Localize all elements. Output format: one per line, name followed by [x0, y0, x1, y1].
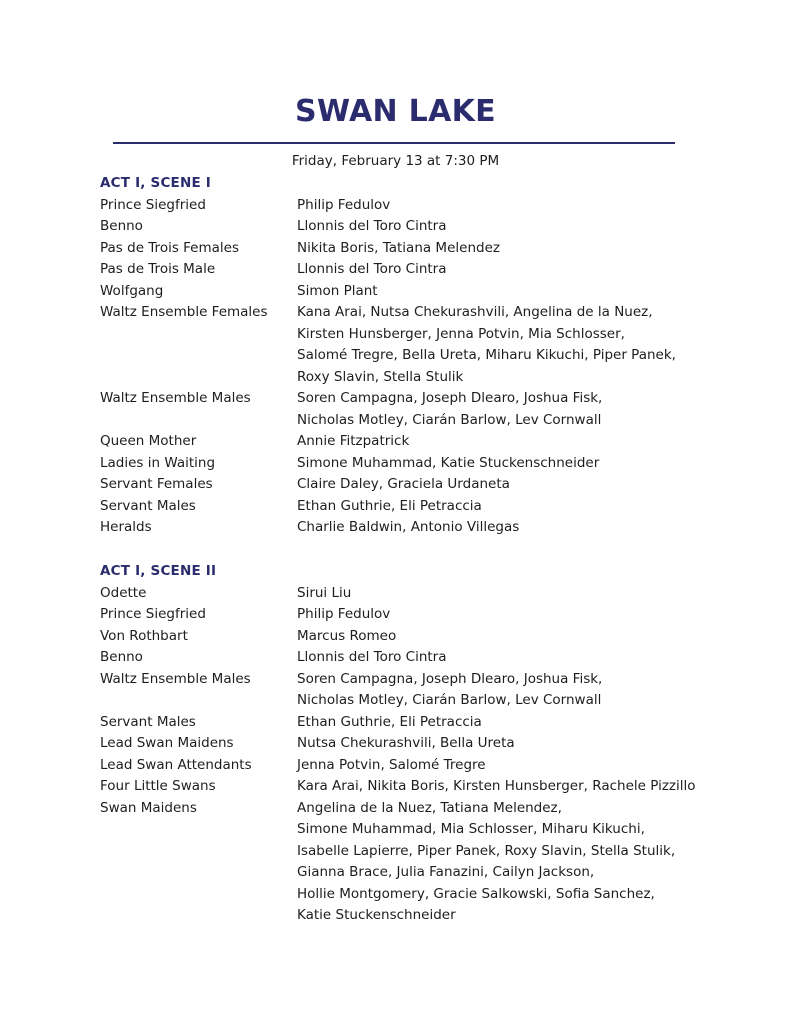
cast-line: Simone Muhammad, Mia Schlosser, Miharu Kikuchi, — [297, 821, 645, 837]
cast-names — [297, 647, 720, 669]
cast-line: Hollie Montgomery, Gracie Salkowski, Sofia Sanchez, — [297, 885, 655, 902]
cast-line: Llonnis del Toro Cintra — [297, 218, 447, 234]
cast-line: Simone Muhammad, Katie Stuckenschneider — [297, 454, 600, 471]
role-name: Odette — [100, 584, 147, 601]
role-name: Servant Males — [100, 497, 196, 514]
cast-line: Philip Fedulov — [297, 196, 391, 213]
cast-names — [297, 302, 720, 388]
act-heading: ACT I, SCENE II — [100, 563, 217, 579]
cast-line: Nutsa Chekurashvili, Bella Ureta — [297, 735, 515, 751]
cast-names — [297, 776, 720, 798]
cast-line: Annie Fitzpatrick — [297, 433, 410, 449]
role-name: Prince Siegfried — [100, 606, 206, 622]
cast-row — [100, 733, 720, 755]
cast-line: Kirsten Hunsberger, Jenna Potvin, Mia Schlosser, — [297, 325, 625, 342]
cast-line: Kana Arai, Nutsa Chekurashvili, Angelina de la Nuez, — [297, 304, 653, 320]
cast-line: Sirui Liu — [297, 584, 352, 601]
act-section-scene-2 — [100, 561, 720, 927]
cast-line: Llonnis del Toro Cintra — [297, 261, 447, 277]
cast-names — [297, 281, 720, 303]
role-name: Queen Mother — [100, 433, 197, 449]
cast-names — [297, 517, 720, 539]
cast-line: Gianna Brace, Julia Fanazini, Cailyn Jackson, — [297, 864, 595, 880]
role-name: Swan Maidens — [100, 799, 197, 816]
cast-row — [100, 776, 720, 798]
cast-row — [100, 647, 720, 669]
role-name: Pas de Trois Male — [100, 261, 216, 277]
act-heading: ACT I, SCENE I — [100, 175, 212, 191]
role-name: Servant Females — [100, 476, 213, 492]
cast-names — [297, 604, 720, 626]
cast-names — [297, 626, 720, 648]
cast-line: Nicholas Motley, Ciarán Barlow, Lev Cornwall — [297, 411, 602, 428]
cast-line: Claire Daley, Graciela Urdaneta — [297, 476, 510, 492]
role-name: Benno — [100, 218, 143, 234]
cast-row — [100, 216, 720, 238]
cast-list — [100, 195, 720, 539]
cast-line: Ethan Guthrie, Eli Petraccia — [297, 497, 482, 514]
cast-row — [100, 712, 720, 734]
cast-row — [100, 388, 720, 431]
cast-line: Llonnis del Toro Cintra — [297, 649, 447, 665]
role-name: Servant Males — [100, 713, 196, 730]
cast-line: Marcus Romeo — [297, 627, 397, 644]
cast-row — [100, 195, 720, 217]
cast-names — [297, 712, 720, 734]
cast-names — [297, 755, 720, 777]
cast-line: Jenna Potvin, Salomé Tregre — [297, 756, 486, 773]
role-name: Heralds — [100, 519, 152, 535]
cast-row — [100, 604, 720, 626]
cast-names — [297, 259, 720, 281]
role-name: Von Rothbart — [100, 627, 188, 644]
cast-line: Katie Stuckenschneider — [297, 907, 456, 923]
cast-line: Soren Campagna, Joseph Dlearo, Joshua Fisk, — [297, 670, 603, 687]
role-name: Ladies in Waiting — [100, 454, 216, 471]
cast-line: Simon Plant — [297, 282, 378, 299]
role-name: Wolfgang — [100, 282, 164, 299]
cast-line: Isabelle Lapierre, Piper Panek, Roxy Slavin, Stella Stulik, — [297, 842, 676, 859]
act-section-scene-1 — [100, 173, 720, 539]
cast-row — [100, 474, 720, 496]
cast-names — [297, 431, 720, 453]
cast-row — [100, 302, 720, 388]
cast-row — [100, 238, 720, 260]
cast-row — [100, 453, 720, 475]
cast-line: Kara Arai, Nikita Boris, Kirsten Hunsberger, Rachele Pizzillo — [297, 778, 696, 794]
cast-line: Soren Campagna, Joseph Dlearo, Joshua Fisk, — [297, 390, 603, 406]
cast-line: Charlie Baldwin, Antonio Villegas — [297, 519, 520, 535]
cast-line: Angelina de la Nuez, Tatiana Melendez, — [297, 799, 562, 816]
cast-row — [100, 583, 720, 605]
cast-names — [297, 238, 720, 260]
cast-names — [297, 388, 720, 431]
role-name: Lead Swan Attendants — [100, 756, 252, 773]
cast-names — [297, 474, 720, 496]
role-name: Pas de Trois Females — [100, 239, 239, 256]
page-title: SWAN LAKE — [295, 94, 496, 129]
cast-row — [100, 755, 720, 777]
cast-list — [100, 583, 720, 927]
role-name: Lead Swan Maidens — [100, 735, 234, 751]
cast-line: Roxy Slavin, Stella Stulik — [297, 368, 464, 385]
cast-names — [297, 583, 720, 605]
cast-row — [100, 431, 720, 453]
cast-row — [100, 281, 720, 303]
cast-line: Nicholas Motley, Ciarán Barlow, Lev Cornwall — [297, 692, 602, 708]
cast-names — [297, 669, 720, 712]
role-name: Four Little Swans — [100, 778, 216, 794]
role-name: Prince Siegfried — [100, 196, 206, 213]
performance-date: Friday, February 13 at 7:30 PM — [291, 153, 500, 169]
cast-row — [100, 669, 720, 712]
cast-row — [100, 496, 720, 518]
cast-row — [100, 259, 720, 281]
cast-names — [297, 798, 720, 927]
cast-names — [297, 216, 720, 238]
role-name: Waltz Ensemble Males — [100, 390, 251, 406]
cast-row — [100, 517, 720, 539]
cast-line: Nikita Boris, Tatiana Melendez — [297, 239, 500, 256]
cast-row — [100, 626, 720, 648]
role-name: Waltz Ensemble Females — [100, 304, 268, 320]
role-name: Benno — [100, 649, 143, 665]
cast-line: Salomé Tregre, Bella Ureta, Miharu Kikuchi, Piper Panek, — [297, 347, 676, 363]
cast-row — [100, 798, 720, 927]
cast-names — [297, 733, 720, 755]
role-name: Waltz Ensemble Males — [100, 670, 251, 687]
cast-names — [297, 195, 720, 217]
cast-names — [297, 453, 720, 475]
title-divider — [113, 142, 675, 144]
cast-line: Ethan Guthrie, Eli Petraccia — [297, 713, 482, 730]
cast-names — [297, 496, 720, 518]
cast-line: Philip Fedulov — [297, 606, 391, 622]
